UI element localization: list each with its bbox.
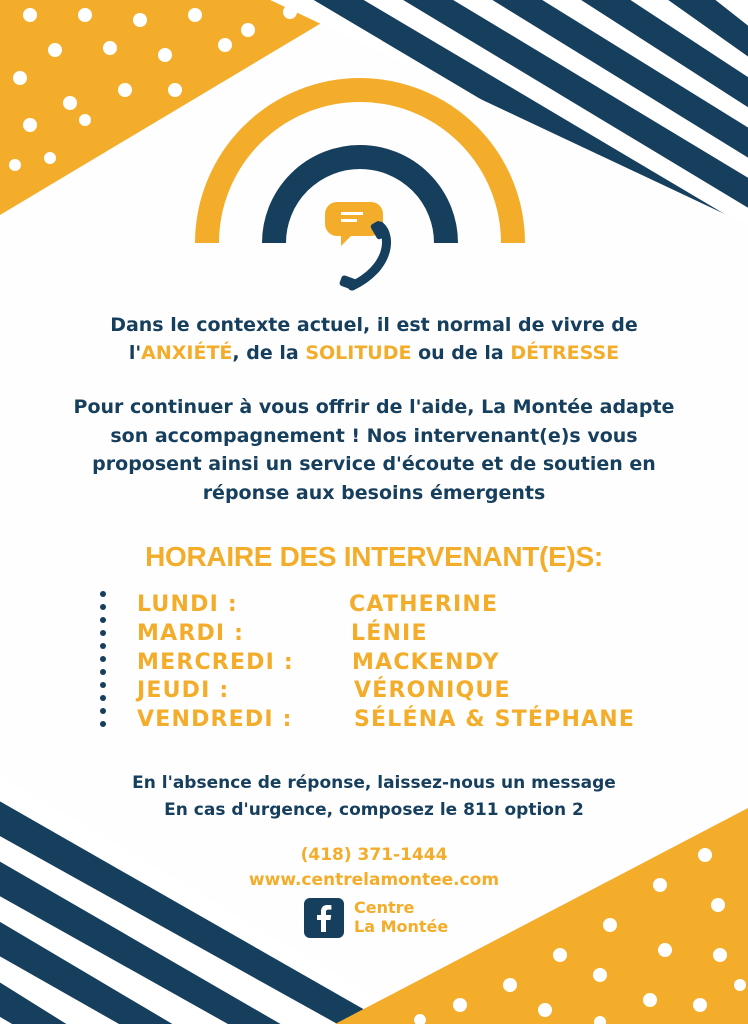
intro-line-2-prefix: l' [128, 342, 142, 364]
footer-line-2: En cas d'urgence, composez le 811 option 2 [164, 800, 584, 820]
keyword-distress: DÉTRESSE [510, 342, 620, 364]
schedule-row-thursday [0, 678, 748, 707]
facebook-label-line-1: Centre [354, 898, 415, 917]
footer-notes [0, 770, 748, 824]
schedule-day: VENDREDI : [137, 707, 293, 732]
schedule-row-wednesday [0, 650, 748, 679]
keyword-solitude: SOLITUDE [305, 342, 412, 364]
schedule-person: LÉNIE [351, 621, 428, 646]
service-line-3: proposent ainsi un service d'écoute et de soutien en [92, 453, 656, 475]
service-line-4: réponse aux besoins émergents [202, 481, 546, 504]
keyword-anxiety: ANXIÉTÉ [141, 342, 233, 364]
schedule-person: VÉRONIQUE [354, 678, 511, 703]
schedule-day: JEUDI : [137, 678, 230, 703]
contact-info [0, 843, 748, 893]
schedule-day: LUNDI : [137, 592, 238, 617]
footer-line-1: En l'absence de réponse, laissez-nous un message [132, 773, 616, 793]
service-line-1: Pour continuer à vous offrir de l'aide, La Montée adapte [73, 396, 675, 418]
facebook-label-line-2: La Montée [354, 917, 449, 936]
website-link[interactable]: www.centrelamontee.com [248, 870, 500, 890]
facebook-icon[interactable] [304, 898, 344, 938]
phone-listening-icon [207, 90, 513, 291]
intro-line-2 [0, 339, 748, 367]
intro-paragraph [0, 311, 748, 367]
schedule-person: SÉLÉNA & STÉPHANE [354, 707, 636, 732]
schedule-heading: HORAIRE DES INTERVENANT(E)S: [145, 541, 603, 572]
schedule-row-friday [0, 707, 748, 736]
schedule-day: MARDI : [137, 621, 245, 646]
intro-separator-1: , de la [232, 342, 306, 364]
phone-number[interactable]: (418) 371-1444 [300, 845, 448, 865]
schedule-person: CATHERINE [349, 592, 499, 617]
schedule-row-tuesday [0, 621, 748, 650]
intro-line-1: Dans le contexte actuel, il est normal de vivre de [110, 314, 638, 336]
intro-separator-2: ou de la [411, 342, 511, 364]
service-paragraph [0, 393, 748, 507]
schedule-day: MERCREDI : [137, 650, 294, 675]
service-line-2: son accompagnement ! Nos intervenant(e)s vous [110, 424, 638, 447]
facebook-page-link[interactable] [354, 898, 448, 936]
schedule-person: MACKENDY [352, 650, 500, 675]
schedule-row-monday [0, 592, 748, 621]
